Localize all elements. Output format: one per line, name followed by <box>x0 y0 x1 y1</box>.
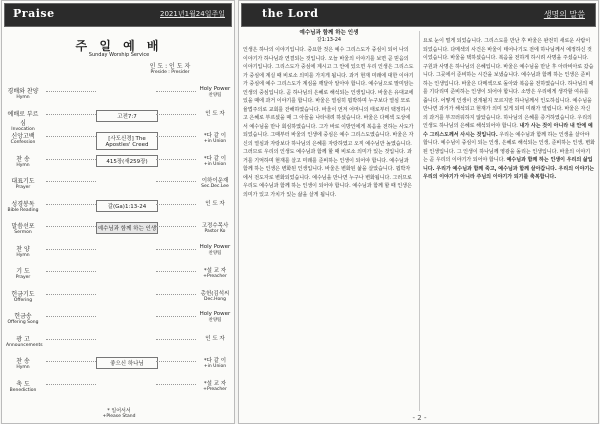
order-row <box>6 109 232 132</box>
leader-dots <box>46 271 96 272</box>
leader-ko: Holy Power <box>199 243 231 250</box>
leader-dots <box>156 159 196 160</box>
leader-ko: Holy Power <box>199 86 231 92</box>
order-row <box>6 311 232 328</box>
order-item-detail: 갈(Ga)1:13-24 <box>96 200 158 212</box>
leader-dots <box>46 159 96 160</box>
bulletin-right-page <box>238 0 599 424</box>
service-subtitle: Sunday Worship Service <box>88 52 150 58</box>
bulletin-left-page <box>1 0 235 424</box>
leader-en: Dec.Hong <box>204 296 226 302</box>
column-divider <box>419 31 420 411</box>
leader-ko: 인 도 자 <box>205 110 225 117</box>
order-item-en: Offering <box>13 297 33 303</box>
leader-en: 찬양팀 <box>208 250 222 256</box>
leader-en: Pastor Ko <box>204 229 226 234</box>
order-item-en: Confession <box>10 140 36 145</box>
page-number: - 2 - <box>412 414 427 422</box>
stand-note-en: +Please Stand <box>102 414 136 419</box>
leader-dots <box>46 204 96 205</box>
left-header-title: Praise <box>13 7 55 20</box>
leader-en: 찬양팀 <box>208 318 222 323</box>
order-row <box>6 289 232 306</box>
order-item-label <box>6 176 40 190</box>
sermon-reference: 갈1:13-24 <box>316 37 342 43</box>
leader-dots <box>46 316 96 317</box>
leader-en: +in Union <box>203 139 227 144</box>
right-header-bar <box>241 3 596 27</box>
order-item-ko: 헌금기도 <box>11 290 35 298</box>
order-item-leader <box>196 311 234 323</box>
presider-role: 인 도 : 인 도 자 <box>149 63 191 70</box>
leader-dots <box>156 249 196 250</box>
order-row <box>6 356 232 373</box>
leader-ko: *다 같 이 <box>203 133 227 139</box>
order-item-leader <box>196 289 234 302</box>
order-item-en: Hymn <box>16 365 30 370</box>
order-row <box>6 154 232 171</box>
order-item-ko: 신앙고백 <box>11 133 35 140</box>
leader-dots <box>156 339 196 340</box>
leader-dots <box>156 181 196 182</box>
col2-para-a: 요로 눈이 멀게 되었습니다. 그리스도를 만난 후 바울은 완전히 새로운 사람이 되었습니다. 다메섹의 사건은 바울이 태어나기도 전에 하나님께서 예정하신 것이었습니다. 바울을 택하셨습니다. 복음을 전하게 하시려 사명을 주셨습니다. 구원과 사명은 하나님의 은혜입니다. 바울은 예수님을 만난 후 아라비아로 갔습니다. 그곳에서 준비하는 시간을 보냈습니다. 예수님과 함께 하는 인생은 준비하는 인생입니다. 바울은 다메섹으로 돌아와 복음을 전하였습니다. 하나님의 때를 기다리며 준비하는 인생이 되어야 합니다. 소망은 우리에게 생각할 여유를 줍니다. 어떻게 인생이 전개될지 모르지만 하나님께서 인도하십니다. 예수님을 만나면 과거가 해석되고 현재가 의미 있게 되며 미래가 열립니다. 바울은 자신의 과거를 부끄러워하지 않았습니다. 하나님의 은혜를 증거하였습니다. 우리의 인생도 하나님의 은혜로 해석되어야 합니다. <box>423 38 594 129</box>
order-row <box>6 176 232 193</box>
order-item-label <box>6 86 40 100</box>
order-item-ko: 성경봉독 <box>11 200 35 208</box>
order-item-label <box>6 221 40 235</box>
leader-dots <box>156 316 196 317</box>
order-item-leader <box>196 109 234 117</box>
leader-dots <box>156 271 196 272</box>
leader-dots <box>46 249 96 250</box>
order-item-en: Benediction <box>9 387 37 393</box>
col2-emphasis: 내가 사는 것이 아니라 내 안에 예수 그리스도께서 사시는 것입니다. <box>423 123 593 138</box>
order-item-en: Bible Reading <box>7 207 39 213</box>
leader-en: Sec.Dec.Lee <box>201 184 229 189</box>
leader-en: +in Union <box>203 161 227 167</box>
order-row <box>6 244 232 261</box>
order-item-ko: 찬 양 <box>16 245 30 253</box>
order-item-label <box>6 154 40 168</box>
order-item-label <box>6 266 40 280</box>
leader-ko: 인 도 자 <box>205 335 225 342</box>
sermon-title: 예수님과 함께 하는 인생 <box>299 30 359 36</box>
order-item-leader <box>196 221 234 234</box>
order-row <box>6 131 232 148</box>
order-item-en: Offering Song <box>7 320 39 325</box>
order-item-leader <box>196 356 234 369</box>
leader-en: +Preacher <box>203 386 227 392</box>
order-item-ko: 찬 송 <box>16 155 30 163</box>
right-header-title: the Lord <box>262 7 319 20</box>
order-item-label <box>6 356 40 370</box>
order-item-leader <box>196 131 234 144</box>
leader-ko: *설 교 자 <box>203 268 227 274</box>
order-item-detail: 고전7:7 <box>96 110 158 122</box>
order-row <box>6 266 232 283</box>
leader-dots <box>46 136 96 137</box>
order-row <box>6 86 232 103</box>
order-item-detail: 좋으신 하나님 <box>96 357 158 369</box>
service-date: 2021년1월24일주일 <box>160 10 225 18</box>
stand-note-ko: * 일어서서 <box>107 408 131 414</box>
order-item-leader <box>196 244 234 256</box>
order-row <box>6 221 232 238</box>
order-item-en: Prayer <box>15 185 31 190</box>
words-of-life-tab: 생명의 말씀 <box>543 10 585 19</box>
leader-ko: *다 같 이 <box>203 358 227 364</box>
leader-dots <box>46 361 96 362</box>
leader-ko: 인 도 자 <box>205 200 225 207</box>
leader-dots <box>46 339 96 340</box>
leader-en: 찬양팀 <box>208 93 222 98</box>
col2-closing: 예수님과 함께 하는 인생이 우리의 삶입니다. 우리가 예수님과 함께 죽고, 예수님과 함께 살아갑니다. 우리의 이야기는 우리의 이야기가 아니라 주님의 이야기가 되기를 축복합니다. <box>423 157 595 180</box>
order-item-label <box>6 379 40 393</box>
order-item-ko: 찬 송 <box>16 358 30 365</box>
order-item-label <box>6 311 40 325</box>
order-item-label <box>6 199 40 213</box>
leader-dots <box>156 294 196 295</box>
order-item-ko: 경배와 찬양 <box>7 88 39 95</box>
leader-en: +in Union <box>203 364 227 369</box>
leader-dots <box>46 226 96 227</box>
order-item-en: Hymn <box>16 252 30 258</box>
left-header-bar <box>4 3 232 27</box>
service-title: 주 일 예 배 <box>75 39 163 53</box>
leader-ko: *설 교 자 <box>203 380 227 387</box>
leader-ko: *다 같 이 <box>203 155 227 162</box>
order-item-detail: [사도신경] The Apostles' Creed <box>96 132 158 150</box>
leader-en: +Preacher <box>203 274 227 279</box>
order-item-label <box>6 244 40 258</box>
order-row <box>6 379 232 396</box>
order-item-ko: 대표기도 <box>11 178 35 185</box>
stand-note <box>2 407 236 419</box>
order-item-label <box>6 131 40 145</box>
sermon-column-1: 인생은 하나의 이야기입니다. 중요한 것은 예수 그리스도가 중심이 되어 나의 이야기가 하나님과 연결되는 것입니다. 오늘 바울의 이야기를 보면 곧 믿음의 이야기입니다. 그리스도가 중심에 계시고 그 안에 있으면 우리 인생은 그리스도가 중심에 계실 때 비로소 의미를 가지게 됩니다. 과거 현재 미래에 대한 이야기가 중심에 예수 그리스도가 계심을 깨달아 알아야 합니다. 예수님으로 말미암는 인생의 중심입니다. 곧 하나님의 은혜로 해석되는 인생입니다. 바울은 유대교에 있을 때에 과거 이야기를 합니다. 바울은 열심히 핍박하며 누구보다 열심 모로 율법주의로 교회를 잔해하였습니다. 바울이 먼저 어머니의 태로부터 택정하시고 은혜로 부르셨을 때 그 아들을 나타내려 하셨습니다. 바울은 다메섹 도상에서 예수님을 만나 회심하였습니다. 그가 바로 이방인에게 복음을 전하는 사도가 되었습니다. 그때부터 바울의 인생에 중심은 예수 그리스도였습니다. 바울은 자신의 열심과 자랑보다 하나님의 은혜를 자랑하였고 오직 예수님만 높였습니다. 그러므로 우리의 인생도 예수님과 함께 할 때 비로소 의미가 있는 것입니다. 과거를 기억하며 현재를 살고 미래를 준비하는 인생이 되어야 합니다. 예수님과 함께 하는 인생은 변화된 인생입니다. 바울은 변화된 삶을 살았습니다. 핍박자에서 전도자로 변화되었습니다. 예수님을 만나면 누구나 변화됩니다. 그러므로 우리도 예수님과 함께 하는 인생이 되어야 합니다. 예수님과 함께 할 때 인생은 의미가 있고 가치가 있는 삶을 살게 됩니다. <box>243 47 414 198</box>
order-item-leader <box>196 266 234 279</box>
order-item-leader <box>196 86 234 98</box>
order-item-label <box>6 289 40 303</box>
order-item-ko: 예배로 부르심 <box>7 110 39 127</box>
leader-dots <box>46 384 96 385</box>
order-item-detail: 예수님과 함께 하는 인생 <box>96 222 158 234</box>
leader-dots <box>156 114 196 115</box>
order-item-ko: 축 도 <box>16 380 30 388</box>
col2-para-c: 우리는 예수님과 함께 하는 인생을 살아야 합니다. 예수님이 중심이 되는 인생, 은혜로 해석되는 인생, 준비하는 인생, 변화된 인생입니다. 그 인생이 하나님께 영광을 돌리는 인생입니다. 바울의 이야기는 곧 우리의 이야기가 되어야 합니다. <box>423 131 595 163</box>
presider-block <box>112 61 228 75</box>
leader-dots <box>46 181 96 182</box>
order-item-en: Invocation <box>11 126 35 132</box>
leader-dots <box>46 91 96 92</box>
order-item-en: Announcements <box>6 342 43 348</box>
order-item-leader <box>196 334 234 342</box>
order-item-label <box>6 109 40 132</box>
order-item-leader <box>196 176 234 189</box>
leader-ko: 이하이운재 <box>201 178 229 184</box>
order-item-ko: 광 고 <box>16 335 30 343</box>
order-item-ko: 헌금송 <box>14 313 32 320</box>
order-row <box>6 334 232 351</box>
leader-dots <box>156 136 196 137</box>
order-item-ko: 말씀선포 <box>11 223 35 230</box>
order-item-detail: 415장(새259장) <box>96 155 158 167</box>
presider-role-en: Preside : Presider <box>150 70 190 75</box>
order-item-leader <box>196 379 234 392</box>
leader-dots <box>156 91 196 92</box>
leader-dots <box>156 384 196 385</box>
leader-dots <box>156 204 196 205</box>
leader-dots <box>156 226 196 227</box>
leader-dots <box>46 294 96 295</box>
leader-ko: Holy Power <box>199 311 231 317</box>
order-item-en: Sermon <box>14 230 32 235</box>
order-item-label <box>6 334 43 348</box>
order-item-ko: 기 도 <box>16 268 30 275</box>
order-item-leader <box>196 154 234 167</box>
leader-ko: 고정수목사 <box>201 223 229 229</box>
leader-ko: 총헌(김석씨 <box>200 290 230 297</box>
leader-dots <box>46 114 96 115</box>
order-item-leader <box>196 199 234 207</box>
order-item-en: Hymn <box>16 95 30 100</box>
sermon-column-2 <box>423 37 595 182</box>
order-row <box>6 199 232 216</box>
order-item-en: Hymn <box>16 162 30 168</box>
leader-dots <box>156 361 196 362</box>
order-item-en: Prayer <box>15 275 31 280</box>
